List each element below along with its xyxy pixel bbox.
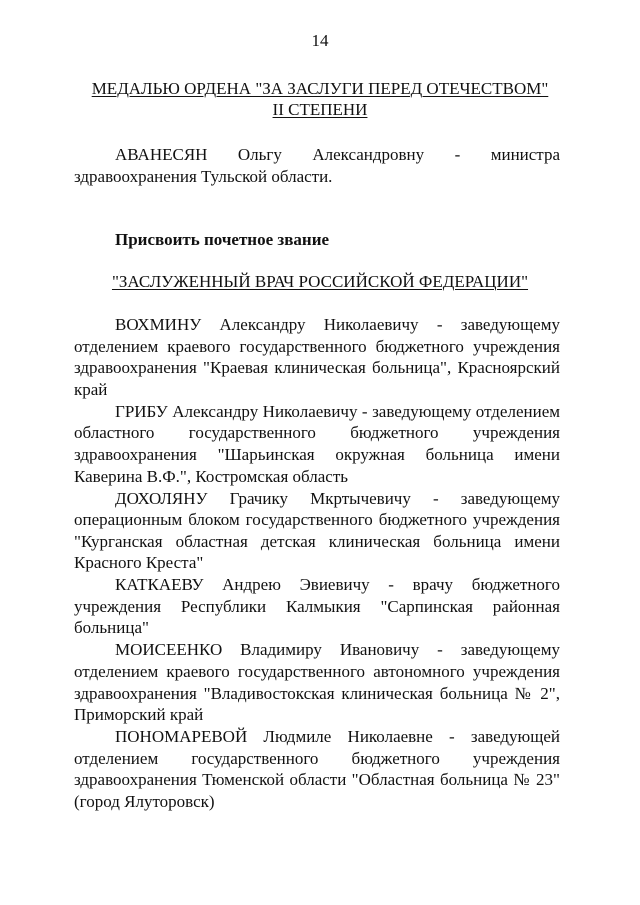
medal-heading-line-2: II СТЕПЕНИ <box>272 100 368 119</box>
medal-heading <box>80 78 560 120</box>
recipient-entry: ГРИБУ Александру Николаевичу - заведующему отделением областного государственного бюджетного учреждения здравоохранения "Шарьинская окружная больница имени Каверина В.Ф.", Костромская область <box>74 401 560 486</box>
recipient-entry: ДОХОЛЯНУ Грачику Мкртычевичу - заведующему операционным блоком государственного бюджетного учреждения "Курганская областная детская клиническая больница имени Красного Креста" <box>74 488 560 573</box>
medal-recipient: АВАНЕСЯН Ольгу Александровну - министра здравоохранения Тульской области. <box>74 145 560 186</box>
honorary-title-heading <box>80 271 560 292</box>
recipient-entry: ПОНОМАРЕВОЙ Людмиле Николаевне - заведующей отделением государственного бюджетного учреждения здравоохранения Тюменской области "Областная больница № 23" (город Ялуторовск) <box>74 727 560 812</box>
honorary-title-text: "ЗАСЛУЖЕННЫЙ ВРАЧ РОССИЙСКОЙ ФЕДЕРАЦИИ" <box>111 272 529 291</box>
medal-heading-line-1: МЕДАЛЬЮ ОРДЕНА "ЗА ЗАСЛУГИ ПЕРЕД ОТЕЧЕСТВОМ" <box>91 79 549 98</box>
recipient-entry: КАТКАЕВУ Андрею Эвиевичу - врачу бюджетного учреждения Республики Калмыкия "Сарпинская районная больница" <box>74 575 560 638</box>
award-intro: Присвоить почетное звание <box>115 230 330 249</box>
recipient-entry: МОИСЕЕНКО Владимиру Ивановичу - заведующему отделением краевого государственного автономного учреждения здравоохранения "Владивостокская клиническая больница № 2", Приморский край <box>74 640 560 725</box>
recipient-list <box>74 314 560 813</box>
recipient-entry: ВОХМИНУ Александру Николаевичу - заведующему отделением краевого государственного бюджетного учреждения здравоохранения "Краевая клиническая больница", Красноярский край <box>74 315 560 399</box>
page-number: 14 <box>311 31 329 50</box>
